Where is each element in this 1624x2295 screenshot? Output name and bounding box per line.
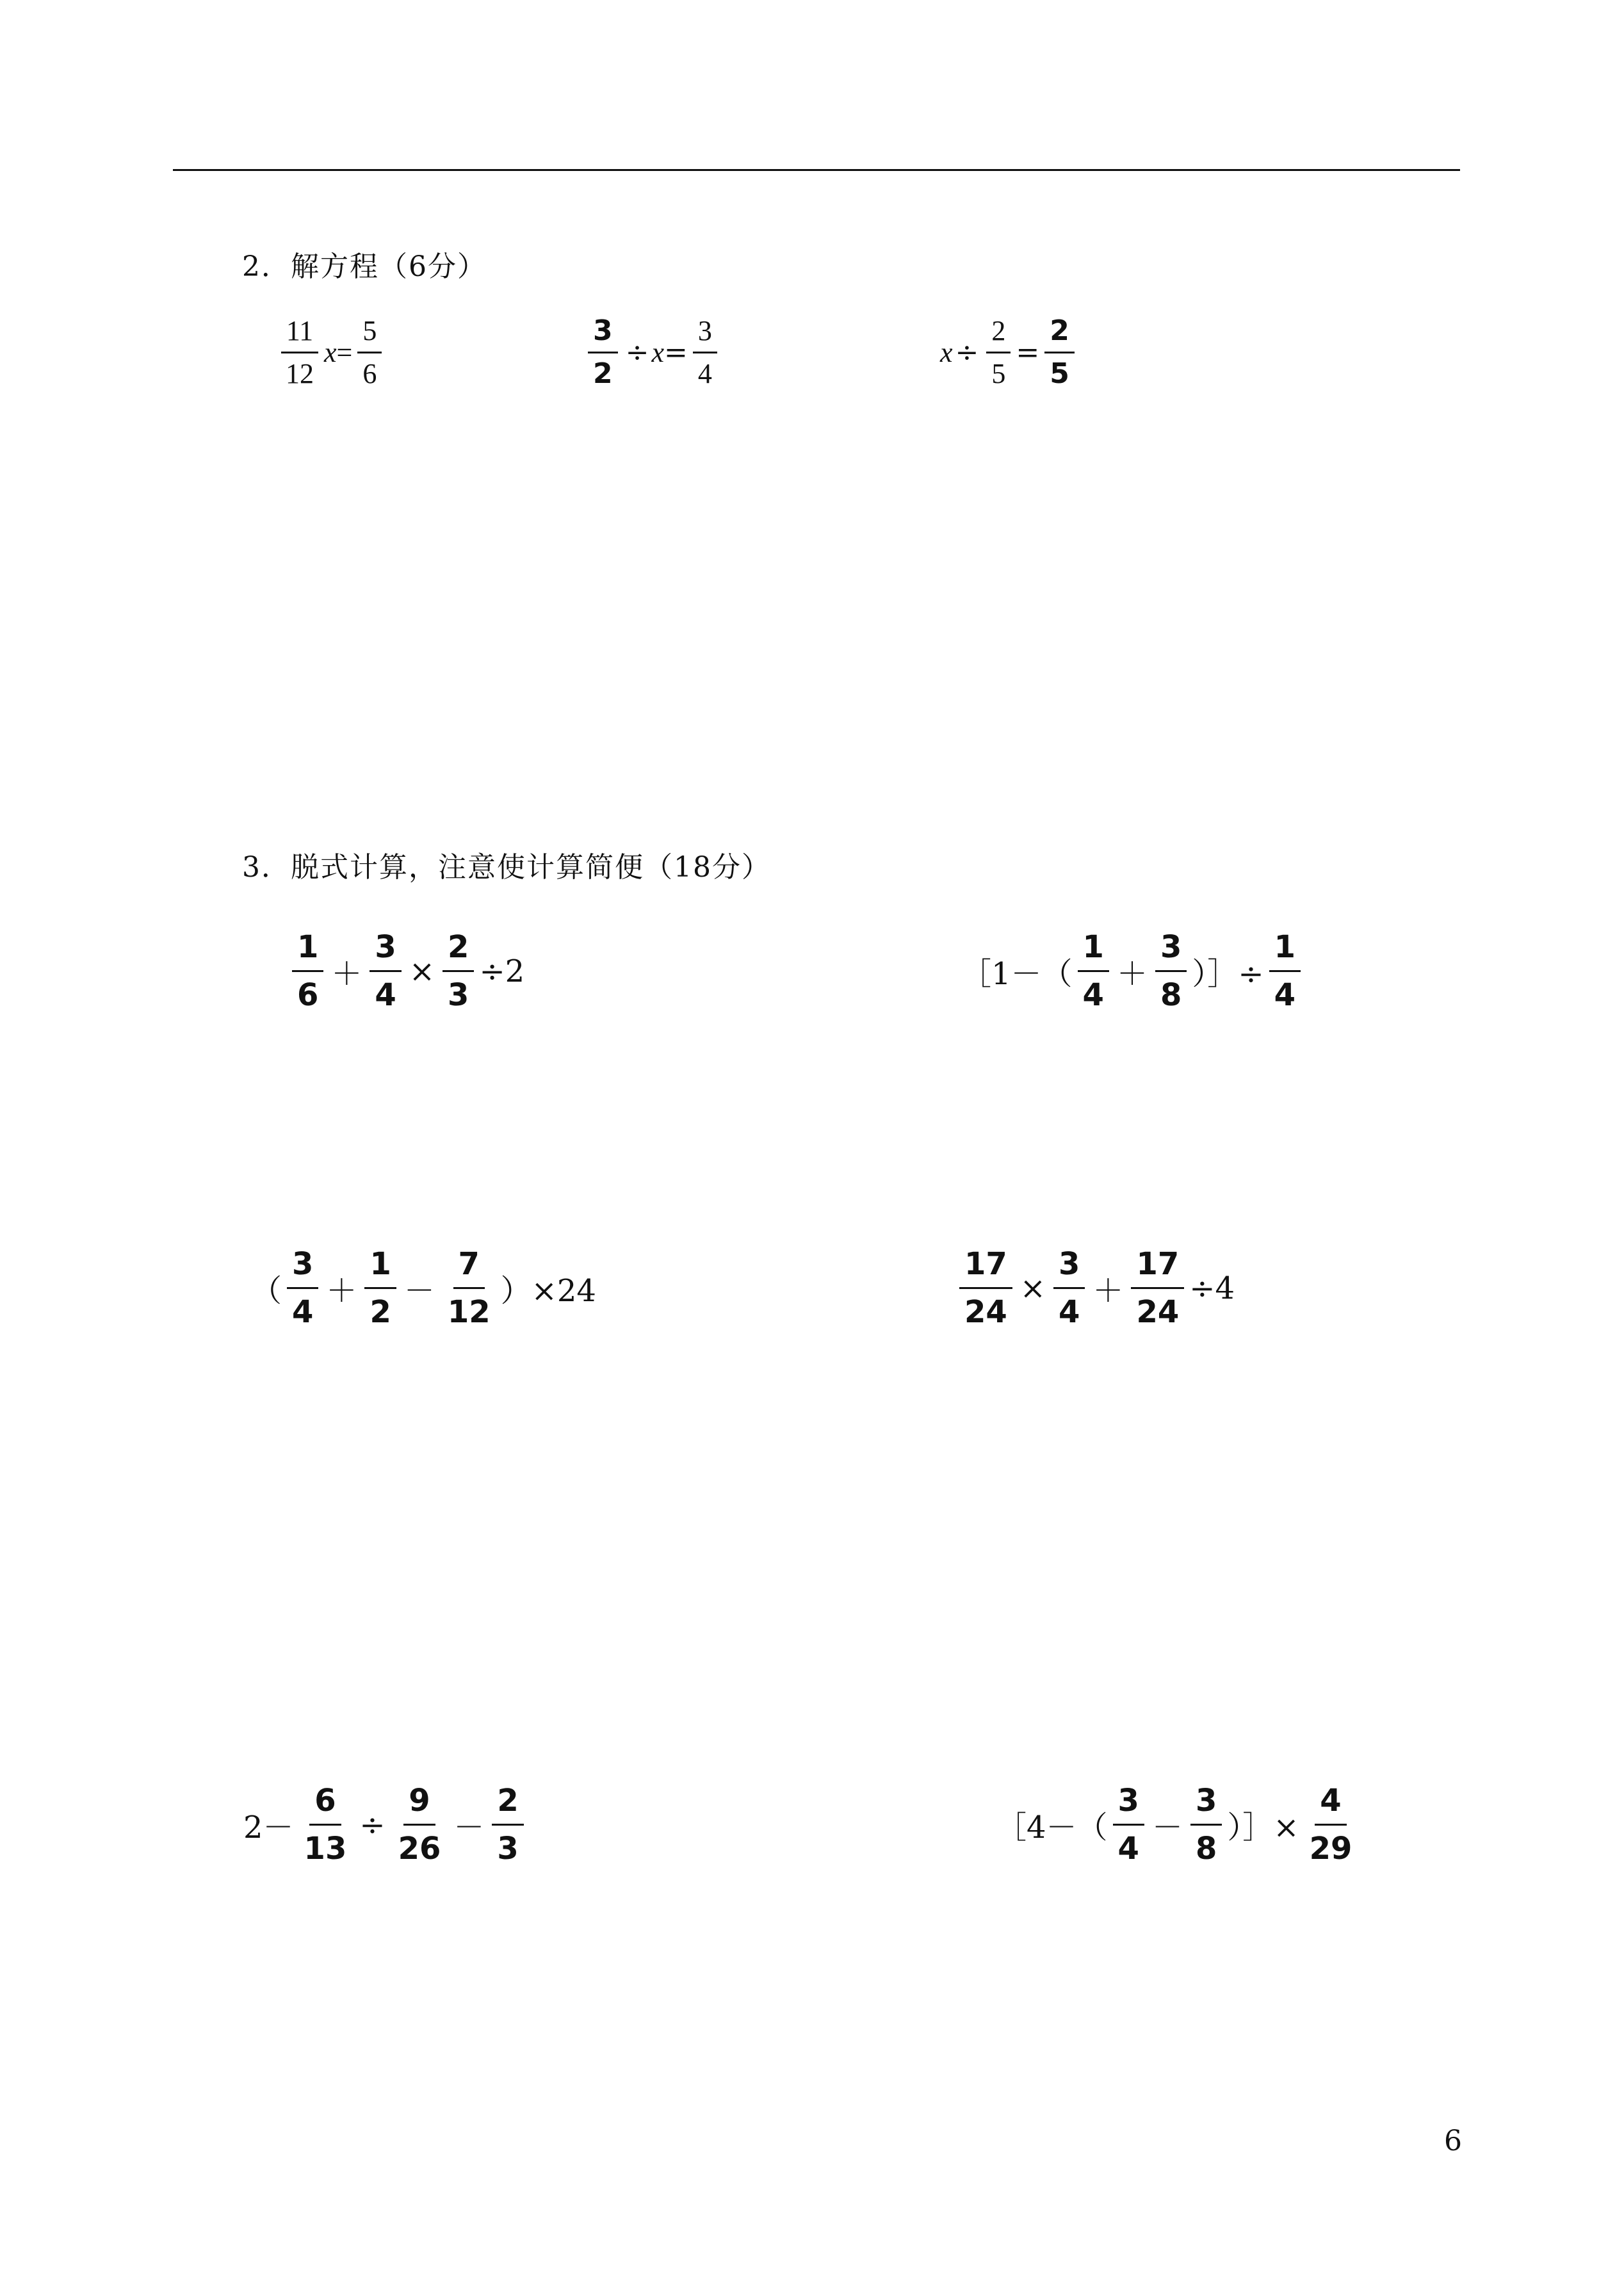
fraction: $\frac{5}{6}$ [357, 317, 382, 388]
operator: ＋ [331, 956, 362, 992]
fraction: $\frac{17}{24}$ [1131, 1249, 1184, 1327]
equals-sign: = [336, 337, 353, 368]
fraction: $\frac{3}{2}$ [588, 317, 618, 388]
page-number: 6 [1444, 2125, 1462, 2157]
operator: × [409, 953, 435, 989]
section-3-heading: 3．脱式计算，注意使计算简便（18分） [242, 851, 771, 884]
operator: － [403, 1273, 435, 1309]
operator: ÷ [359, 1806, 386, 1843]
fraction: $\frac{17}{24}$ [959, 1249, 1012, 1327]
equals-sign: = [1016, 336, 1040, 369]
expression-mid: ）］÷ [1192, 956, 1264, 992]
equation-2 [583, 314, 722, 390]
expression-lead: 2－ [243, 1810, 294, 1845]
fraction: $\frac{1}{6}$ [292, 932, 323, 1010]
expression-4 [954, 1246, 1235, 1330]
variable-x: x [324, 337, 337, 368]
fraction: $\frac{11}{12}$ [280, 317, 319, 388]
expression-3 [251, 1246, 596, 1330]
fraction: $\frac{2}{5}$ [1044, 317, 1075, 388]
fraction: $\frac{9}{26}$ [398, 1783, 441, 1867]
expression-1 [287, 929, 525, 1013]
expression-lead: ［1－（ [961, 956, 1073, 992]
fraction: $\frac{3}{4}$ [1053, 1249, 1085, 1327]
operator: ÷ [625, 336, 649, 369]
fraction: $\frac{3}{8}$ [1155, 932, 1187, 1010]
operator: × [1019, 1270, 1046, 1306]
fraction: $\frac{7}{12}$ [447, 1246, 491, 1330]
expression-tail: ÷2 [479, 953, 525, 989]
fraction: $\frac{4}{29}$ [1309, 1783, 1352, 1867]
variable-x: x [651, 337, 665, 368]
expression-tail: ÷4 [1189, 1270, 1235, 1306]
fraction: $\frac{2}{5}$ [986, 317, 1011, 388]
fraction: $\frac{2}{3}$ [492, 1785, 523, 1864]
expression-6 [996, 1783, 1362, 1867]
fraction: $\frac{3}{4}$ [287, 1249, 318, 1327]
fraction: $\frac{1}{4}$ [1078, 932, 1109, 1010]
operator: － [1151, 1810, 1183, 1845]
equation-1 [275, 317, 387, 388]
fraction: $\frac{2}{3}$ [443, 932, 474, 1010]
operator: ÷ [955, 336, 979, 369]
fraction: $\frac{3}{4}$ [693, 317, 717, 388]
fraction: $\frac{3}{4}$ [1113, 1785, 1144, 1864]
fraction: $\frac{6}{13}$ [304, 1783, 347, 1867]
fraction: $\frac{3}{8}$ [1190, 1785, 1222, 1864]
expression-mid: ）］× [1227, 1810, 1299, 1845]
operator: ＋ [1092, 1273, 1124, 1309]
expression-5 [243, 1783, 529, 1867]
variable-x: x [940, 337, 953, 368]
header-rule [173, 169, 1460, 171]
expression-lead: （ [251, 1273, 282, 1309]
fraction: $\frac{3}{4}$ [369, 932, 401, 1010]
expression-2 [961, 929, 1306, 1013]
operator: ＋ [326, 1273, 357, 1309]
equals-sign: = [664, 336, 688, 369]
expression-tail: ）×24 [500, 1273, 596, 1309]
section-2-heading: 2．解方程（6分） [242, 250, 487, 283]
fraction: $\frac{1}{4}$ [1269, 932, 1301, 1010]
expression-lead: ［4－（ [996, 1810, 1108, 1845]
operator: － [453, 1810, 485, 1845]
operator: ＋ [1116, 956, 1148, 992]
fraction: $\frac{1}{2}$ [364, 1249, 396, 1327]
equation-3 [940, 314, 1080, 390]
